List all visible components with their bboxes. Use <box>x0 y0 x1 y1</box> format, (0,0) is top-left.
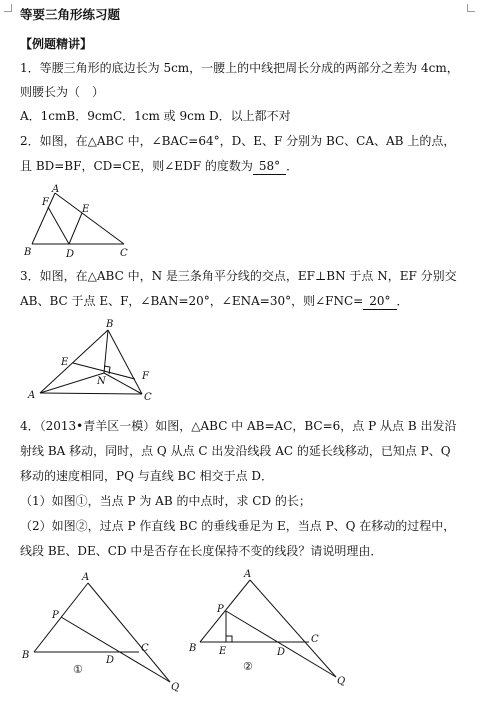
q4-sub2: （2）如图②，过点 P 作直线 BC 的垂线垂足为 E，当点 P、Q 在移动的过程中， <box>20 519 456 533</box>
fig2-right-angle-mark <box>226 636 232 642</box>
fig2-label-d: D <box>277 647 286 658</box>
q4-line1: 4．（2013•青羊区一模）如图，△ABC 中 AB=AC，BC=6，点 P 从点 B 出发沿 <box>20 419 457 433</box>
q1-line1: 1．等腰三角形的底边长为 5cm，一腰上的中线把周长分成的两部分之差为 4cm， <box>20 61 459 75</box>
fig2-number: ② <box>243 660 253 673</box>
fig1-label-c: C <box>141 643 149 654</box>
q2-line1: 2．如图，在△ABC 中，∠BAC=64°，D、E、F 分别为 BC、CA、AB 上的点， <box>20 134 456 148</box>
q1-line2: 则腰长为（ ） <box>20 85 105 99</box>
q2-label-c: C <box>120 248 128 259</box>
q2-label-e: E <box>82 204 90 215</box>
fig1-label-q: Q <box>171 682 180 693</box>
fig2-label-q: Q <box>337 676 346 687</box>
q3-text: AB、BC 于点 E、F，∠BAN=20°，∠ENA=30°，则∠FNC= <box>20 294 364 308</box>
q2-label-b: B <box>24 247 32 258</box>
q4-sub1: （1）如图①，当点 P 为 AB 的中点时，求 CD 的长； <box>20 494 311 508</box>
q3-label-c: C <box>144 392 152 403</box>
q3-label-f: F <box>142 371 149 382</box>
q3-label-a: A <box>28 390 36 401</box>
fig1-label-a: A <box>82 572 90 583</box>
fig1-number: ① <box>73 663 83 676</box>
page-title: 等要三角形练习题 <box>20 7 121 22</box>
fig2-segment-ab <box>200 580 250 642</box>
fig1-label-d: D <box>106 655 115 666</box>
q2-label-a: A <box>52 184 60 195</box>
fig2-segment-aq <box>250 580 336 677</box>
q2-label-f: F <box>42 197 49 208</box>
section-heading: 【例题精讲】 <box>20 37 93 51</box>
q2-label-d: D <box>66 249 75 260</box>
q3-label-e: E <box>61 357 69 368</box>
fig1-label-p: P <box>52 610 59 621</box>
q3-answer: 20° <box>363 293 396 310</box>
q2-text: 且 BD=BF，CD=CE，则∠EDF 的度数为 <box>20 159 253 173</box>
q3-line1: 3．如图，在△ABC 中，N 是三条角平分线的交点，EF⊥BN 于点 N，EF 分别交 <box>20 269 457 283</box>
fig2-label-p: P <box>217 604 224 615</box>
q2-period: ． <box>286 159 299 173</box>
q3-label-b: B <box>106 319 114 330</box>
fig2-label-b: B <box>189 643 197 654</box>
fig2-label-a: A <box>244 569 252 580</box>
fig1-label-b: B <box>22 650 30 661</box>
q1-options: A．1cmB．9cmC．1cm 或 9cm D．以上都不对 <box>20 109 291 123</box>
q4-line3: 移动的速度相同，PQ 与直线 BC 相交于点 D． <box>20 469 274 483</box>
q2-answer: 58° <box>253 158 286 175</box>
q4-sub3: 线段 BE、DE、CD 中是否存在长度保持不变的线段？请说明理由． <box>20 544 383 558</box>
fig2-label-e: E <box>219 646 227 657</box>
q4-line2: 射线 BA 移动，同时，点 Q 从点 C 出发沿线段 AC 的延长线移动，已知点 P、Q <box>20 444 451 458</box>
fig2-label-c: C <box>311 634 319 645</box>
q3-label-n: N <box>97 376 106 387</box>
q3-period: ． <box>396 294 409 308</box>
